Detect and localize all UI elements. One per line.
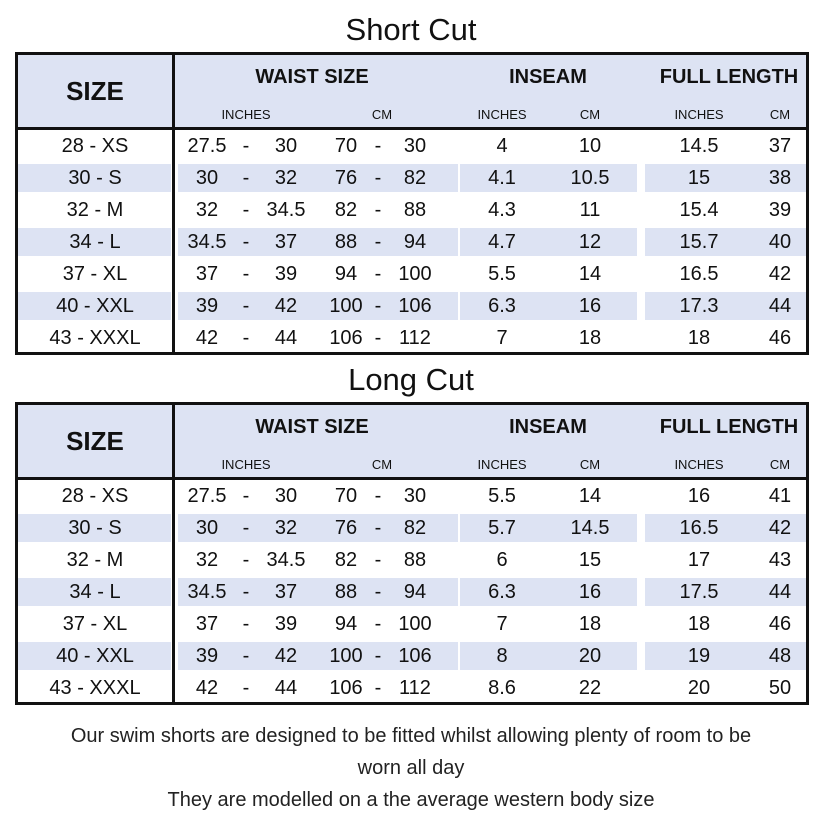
inseam-cm-cell: 15 xyxy=(578,549,602,571)
waist-cm-from: 106 xyxy=(329,327,363,349)
inseam-cm-cell: 10 xyxy=(578,135,602,157)
size-cell: 43 - XXXL xyxy=(49,327,141,349)
length-cm-cell: 38 xyxy=(768,167,792,189)
size-cell: 34 - L xyxy=(69,231,121,253)
inseam-inches-cell: 4.1 xyxy=(488,167,516,189)
waist-cm-dash: - xyxy=(374,485,382,507)
waist-inches-dash: - xyxy=(242,135,250,157)
waist-cm-to: 112 xyxy=(399,327,431,349)
length-inches-cell: 18 xyxy=(687,327,711,349)
length-cm-cell: 41 xyxy=(768,485,792,507)
size-cell: 34 - L xyxy=(69,581,121,603)
waist-inches-dash: - xyxy=(242,613,250,635)
inseam-inches-unit: INCHES xyxy=(477,107,527,122)
waist-cm-dash: - xyxy=(374,581,382,603)
waist-inches-to: 39 xyxy=(274,263,298,285)
inseam-cm-cell: 16 xyxy=(578,295,602,317)
size-cell: 40 - XXL xyxy=(56,645,134,667)
length-cm-cell: 50 xyxy=(768,677,792,699)
inseam-cm-cell: 20 xyxy=(578,645,602,667)
inseam-cm-cell: 18 xyxy=(578,327,602,349)
waist-inches-dash: - xyxy=(242,517,250,539)
waist-inches-dash: - xyxy=(242,581,250,603)
waist-cm-dash: - xyxy=(374,295,382,317)
waist-cm-from: 82 xyxy=(334,549,358,571)
waist-inches-to: 42 xyxy=(274,295,298,317)
length-cm-unit: CM xyxy=(769,457,791,472)
size-cell: 28 - XS xyxy=(61,485,129,507)
waist-inches-unit: INCHES xyxy=(221,457,271,472)
length-inches-unit: INCHES xyxy=(674,457,724,472)
waist-inches-to: 30 xyxy=(274,135,298,157)
inseam-inches-cell: 6.3 xyxy=(488,581,516,603)
size-column-header: SIZE xyxy=(66,425,124,456)
waist-cm-to: 88 xyxy=(403,549,427,571)
table-row xyxy=(18,322,806,354)
length-inches-cell: 15.4 xyxy=(679,199,719,221)
waist-cm-dash: - xyxy=(374,549,382,571)
table-row xyxy=(18,226,806,258)
waist-cm-dash: - xyxy=(374,645,382,667)
waist-inches-from: 39 xyxy=(195,295,219,317)
waist-inches-dash: - xyxy=(242,295,250,317)
length-cm-cell: 42 xyxy=(768,517,792,539)
waist-inches-to: 32 xyxy=(274,517,298,539)
inseam-cm-cell: 14 xyxy=(578,263,602,285)
length-cm-cell: 46 xyxy=(768,613,792,635)
waist-inches-to: 37 xyxy=(274,231,298,253)
waist-inches-to: 32 xyxy=(274,167,298,189)
footer-note-line-1: Our swim shorts are designed to be fitted whilst allowing plenty of room to be xyxy=(70,725,752,747)
waist-cm-dash: - xyxy=(374,327,382,349)
waist-cm-dash: - xyxy=(374,135,382,157)
inseam-inches-cell: 6 xyxy=(496,549,508,571)
waist-cm-from: 100 xyxy=(329,645,363,667)
waist-size-header: WAIST SIZE xyxy=(255,66,369,88)
inseam-inches-unit: INCHES xyxy=(477,457,527,472)
length-cm-cell: 43 xyxy=(768,549,792,571)
short-cut-table xyxy=(15,52,809,355)
waist-inches-to: 44 xyxy=(274,677,298,699)
waist-cm-from: 106 xyxy=(329,677,363,699)
inseam-cm-cell: 14.5 xyxy=(570,517,610,539)
inseam-cm-cell: 18 xyxy=(578,613,602,635)
waist-inches-from: 27.5 xyxy=(187,135,227,157)
table-row xyxy=(18,672,806,704)
waist-inches-from: 34.5 xyxy=(187,581,227,603)
inseam-inches-cell: 4.7 xyxy=(488,231,516,253)
length-cm-cell: 44 xyxy=(768,581,792,603)
length-cm-cell: 44 xyxy=(768,295,792,317)
waist-cm-dash: - xyxy=(374,677,382,699)
length-inches-cell: 15 xyxy=(687,167,711,189)
length-inches-cell: 16.5 xyxy=(679,263,719,285)
waist-cm-dash: - xyxy=(374,517,382,539)
waist-inches-dash: - xyxy=(242,231,250,253)
length-cm-cell: 46 xyxy=(768,327,792,349)
full-length-header: FULL LENGTH xyxy=(659,66,799,88)
table-row xyxy=(18,130,806,162)
length-cm-cell: 39 xyxy=(768,199,792,221)
waist-cm-unit: CM xyxy=(371,457,393,472)
inseam-inches-cell: 7 xyxy=(496,613,508,635)
inseam-cm-unit: CM xyxy=(579,457,601,472)
inseam-cm-cell: 14 xyxy=(578,485,602,507)
inseam-inches-cell: 6.3 xyxy=(488,295,516,317)
size-cell: 37 - XL xyxy=(62,613,128,635)
inseam-cm-cell: 16 xyxy=(578,581,602,603)
table-row xyxy=(18,480,806,512)
waist-cm-dash: - xyxy=(374,199,382,221)
waist-cm-dash: - xyxy=(374,167,382,189)
waist-cm-to: 94 xyxy=(403,231,427,253)
size-cell: 32 - M xyxy=(66,549,124,571)
length-inches-cell: 16 xyxy=(687,485,711,507)
waist-cm-from: 70 xyxy=(334,485,358,507)
inseam-cm-unit: CM xyxy=(579,107,601,122)
inseam-cm-cell: 10.5 xyxy=(570,167,610,189)
waist-cm-from: 70 xyxy=(334,135,358,157)
table-row xyxy=(18,640,806,672)
table-header xyxy=(18,405,806,480)
waist-inches-from: 27.5 xyxy=(187,485,227,507)
length-inches-cell: 20 xyxy=(687,677,711,699)
size-cell: 37 - XL xyxy=(62,263,128,285)
table-header xyxy=(18,55,806,130)
table-row xyxy=(18,544,806,576)
waist-inches-dash: - xyxy=(242,645,250,667)
waist-inches-to: 37 xyxy=(274,581,298,603)
size-cell: 43 - XXXL xyxy=(49,677,141,699)
waist-inches-to: 34.5 xyxy=(266,199,306,221)
size-cell: 32 - M xyxy=(66,199,124,221)
length-inches-cell: 15.7 xyxy=(679,231,719,253)
length-cm-cell: 40 xyxy=(768,231,792,253)
waist-inches-dash: - xyxy=(242,549,250,571)
table-row xyxy=(18,162,806,194)
waist-cm-to: 88 xyxy=(403,199,427,221)
table-row xyxy=(18,258,806,290)
waist-cm-to: 30 xyxy=(403,135,427,157)
size-cell: 30 - S xyxy=(68,167,122,189)
waist-inches-to: 42 xyxy=(274,645,298,667)
inseam-inches-cell: 4 xyxy=(496,135,508,157)
waist-inches-from: 32 xyxy=(195,199,219,221)
waist-cm-from: 88 xyxy=(334,231,358,253)
waist-inches-from: 42 xyxy=(195,677,219,699)
length-inches-cell: 19 xyxy=(687,645,711,667)
waist-cm-to: 94 xyxy=(403,581,427,603)
waist-cm-to: 106 xyxy=(398,645,432,667)
waist-cm-from: 76 xyxy=(334,167,358,189)
length-cm-unit: CM xyxy=(769,107,791,122)
inseam-inches-cell: 7 xyxy=(496,327,508,349)
waist-cm-to: 82 xyxy=(403,167,427,189)
waist-inches-from: 42 xyxy=(195,327,219,349)
size-cell: 28 - XS xyxy=(61,135,129,157)
footer-note-line-2: worn all day xyxy=(357,757,465,779)
length-inches-cell: 17.5 xyxy=(679,581,719,603)
inseam-header: INSEAM xyxy=(509,66,587,88)
waist-cm-to: 30 xyxy=(403,485,427,507)
size-cell: 40 - XXL xyxy=(56,295,134,317)
length-inches-cell: 14.5 xyxy=(679,135,719,157)
waist-inches-dash: - xyxy=(242,199,250,221)
short-cut-title: Short Cut xyxy=(345,12,477,47)
length-cm-cell: 37 xyxy=(768,135,792,157)
waist-cm-to: 100 xyxy=(398,263,432,285)
waist-inches-from: 37 xyxy=(195,263,219,285)
waist-inches-from: 30 xyxy=(195,167,219,189)
length-cm-cell: 48 xyxy=(768,645,792,667)
inseam-inches-cell: 8.6 xyxy=(488,677,516,699)
inseam-cm-cell: 11 xyxy=(579,199,601,221)
waist-cm-from: 76 xyxy=(334,517,358,539)
length-inches-unit: INCHES xyxy=(674,107,724,122)
inseam-inches-cell: 5.5 xyxy=(488,263,516,285)
waist-inches-from: 39 xyxy=(195,645,219,667)
long-cut-table xyxy=(15,402,809,705)
inseam-inches-cell: 5.7 xyxy=(488,517,516,539)
table-row xyxy=(18,194,806,226)
waist-cm-dash: - xyxy=(374,231,382,253)
waist-cm-unit: CM xyxy=(371,107,393,122)
waist-inches-to: 39 xyxy=(274,613,298,635)
table-row xyxy=(18,290,806,322)
waist-cm-dash: - xyxy=(374,613,382,635)
waist-size-header: WAIST SIZE xyxy=(255,416,369,438)
length-inches-cell: 17.3 xyxy=(679,295,719,317)
waist-inches-dash: - xyxy=(242,167,250,189)
waist-cm-from: 100 xyxy=(329,295,363,317)
waist-inches-dash: - xyxy=(242,677,250,699)
waist-inches-to: 34.5 xyxy=(266,549,306,571)
waist-inches-to: 30 xyxy=(274,485,298,507)
long-cut-title: Long Cut xyxy=(348,362,474,397)
waist-cm-from: 94 xyxy=(334,263,358,285)
waist-inches-from: 34.5 xyxy=(187,231,227,253)
footer-note-line-3: They are modelled on a the average western body size xyxy=(167,789,655,811)
waist-cm-from: 82 xyxy=(334,199,358,221)
inseam-cm-cell: 12 xyxy=(578,231,602,253)
inseam-header: INSEAM xyxy=(509,416,587,438)
table-row xyxy=(18,576,806,608)
inseam-inches-cell: 8 xyxy=(496,645,508,667)
size-cell: 30 - S xyxy=(68,517,122,539)
table-row xyxy=(18,608,806,640)
length-inches-cell: 16.5 xyxy=(679,517,719,539)
length-cm-cell: 42 xyxy=(768,263,792,285)
full-length-header: FULL LENGTH xyxy=(659,416,799,438)
waist-inches-dash: - xyxy=(242,327,250,349)
waist-cm-to: 100 xyxy=(398,613,432,635)
size-column-header: SIZE xyxy=(66,75,124,106)
waist-inches-unit: INCHES xyxy=(221,107,271,122)
waist-cm-to: 106 xyxy=(398,295,432,317)
waist-inches-from: 32 xyxy=(195,549,219,571)
waist-inches-to: 44 xyxy=(274,327,298,349)
waist-inches-from: 30 xyxy=(195,517,219,539)
waist-inches-dash: - xyxy=(242,485,250,507)
waist-cm-from: 88 xyxy=(334,581,358,603)
waist-cm-to: 82 xyxy=(403,517,427,539)
waist-inches-dash: - xyxy=(242,263,250,285)
length-inches-cell: 18 xyxy=(687,613,711,635)
waist-cm-from: 94 xyxy=(334,613,358,635)
waist-cm-dash: - xyxy=(374,263,382,285)
inseam-inches-cell: 5.5 xyxy=(488,485,516,507)
inseam-cm-cell: 22 xyxy=(578,677,602,699)
waist-inches-from: 37 xyxy=(195,613,219,635)
waist-cm-to: 112 xyxy=(399,677,431,699)
length-inches-cell: 17 xyxy=(687,549,711,571)
inseam-inches-cell: 4.3 xyxy=(488,199,516,221)
table-row xyxy=(18,512,806,544)
